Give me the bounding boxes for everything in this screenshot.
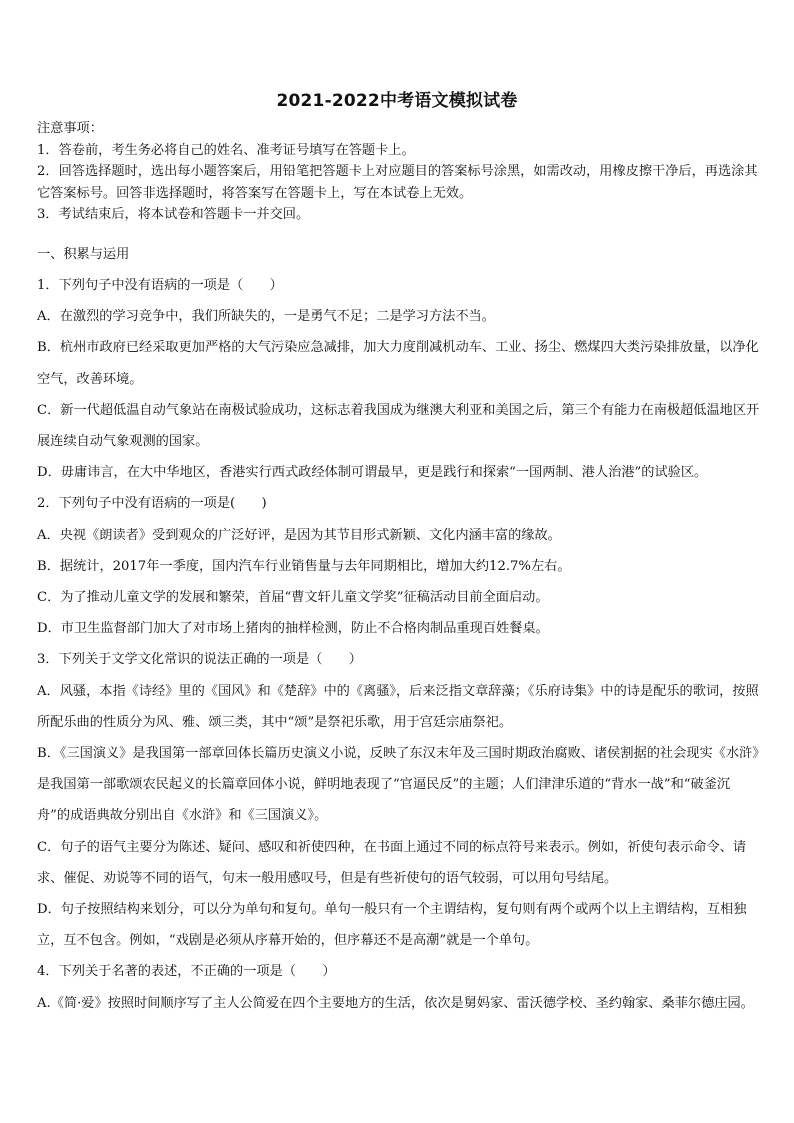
question-option: C．新一代超低温自动气象站在南极试验成功，这标志着我国成为继澳大利亚和美国之后，第三个有能力在南极超低温地区开展连续自动气象观测的国家。 bbox=[37, 402, 760, 450]
section-heading: 一、积累与运用 bbox=[37, 247, 130, 262]
question-option: A．央视《朗读者》受到观众的广泛好评，是因为其节目形式新颖、文化内涵丰富的缘故。 bbox=[37, 527, 561, 543]
question-stem: 1．下列句子中没有语病的一项是（ ） bbox=[37, 278, 283, 293]
question-stem: 3．下列关于文学文化常识的说法正确的一项是（ ） bbox=[37, 652, 362, 668]
question-option: A．在激烈的学习竞争中，我们所缺失的，一是勇气不足；二是学习方法不当。 bbox=[37, 309, 495, 325]
notice-heading: 注意事项： bbox=[37, 121, 103, 136]
question-option: D．市卫生监督部门加大了对市场上猪肉的抽样检测，防止不合格肉制品重现百姓餐桌。 bbox=[37, 621, 549, 637]
notice-item: 2．回答选择题时，选出每小题答案后，用铅笔把答题卡上对应题目的答案标号涂黑，如需改动，用橡皮擦干净后，再选涂其它答案标号。回答非选择题时，将答案写在答题卡上，写在本试卷上无效。 bbox=[37, 164, 758, 201]
question-option: B．杭州市政府已经采取更加严格的大气污染应急减排，加大力度削减机动车、工业、扬尘、燃煤四大类污染排放量，以净化空气，改善环境。 bbox=[37, 340, 759, 387]
questions-block bbox=[37, 270, 761, 1019]
page-title: 2021-2022中考语文模拟试卷 bbox=[276, 91, 518, 111]
question-stem: 4．下列关于名著的表述，不正确的一项是（ ） bbox=[37, 964, 336, 980]
section-heading-block bbox=[37, 244, 761, 266]
question-option: D．句子按照结构来划分，可以分为单句和复句。单句一般只有一个主谓结构，复句则有两个或两个以上主谓结构，互相独立，互不包含。例如，“戏剧是必须从序幕开始的，但序幕还不是高潮”就是一个单句。 bbox=[37, 902, 747, 949]
question-option: C．句子的语气主要分为陈述、疑问、感叹和祈使四种，在书面上通过不同的标点符号来表示。例如，祈使句表示命令、请求、催促、劝说等不同的语气，句末一般用感叹号，但是有些祈使句的语气较弱，可以用句号结尾。 bbox=[37, 839, 747, 886]
question-option: B．《三国演义》是我国第一部章回体长篇历史演义小说，反映了东汉末年及三国时期政治腐败、诸侯割据的社会现实《水浒》是我国第一部歌颂农民起义的长篇章回体小说，鲜明地表现了“官逼民反”的主题；人们津津乐道的“背水一战”和“破釜沉舟”的成语典故分别出自《水浒》和《三国演义》。 bbox=[37, 746, 759, 824]
question-option: C．为了推动儿童文学的发展和繁荣，首届“曹文轩儿童文学奖”征稿活动目前全面启动。 bbox=[37, 590, 549, 606]
question-option: A．风骚，本指《诗经》里的《国风》和《楚辞》中的《离骚》，后来泛指文章辞藻；《乐府诗集》中的诗是配乐的歌词，按照所配乐曲的性质分为风、雅、颂三类，其中“颂”是祭祀乐歌，用于宫廷宗庙祭祀。 bbox=[37, 683, 759, 730]
question-option: B．据统计，2017年一季度，国内汽车行业销售量与去年同期相比，增加大约12.7%左右。 bbox=[37, 558, 571, 574]
notice-item: 1．答卷前，考生务必将自己的姓名、准考证号填写在答题卡上。 bbox=[37, 142, 415, 158]
notice-item: 3．考试结束后，将本试卷和答题卡一并交回。 bbox=[37, 207, 310, 222]
question-option: D．毋庸讳言，在大中华地区，香港实行西式政经体制可谓最早，更是践行和探索“一国两制、港人治港”的试验区。 bbox=[37, 465, 708, 481]
question-option: A.《简·爱》按照时间顺序写了主人公简爱在四个主要地方的生活，依次是舅妈家、雷沃德学校、圣约翰家、桑菲尔德庄园。 bbox=[37, 995, 754, 1011]
notice-block bbox=[37, 118, 759, 226]
question-stem: 2．下列句子中没有语病的一项是( ) bbox=[37, 496, 267, 512]
